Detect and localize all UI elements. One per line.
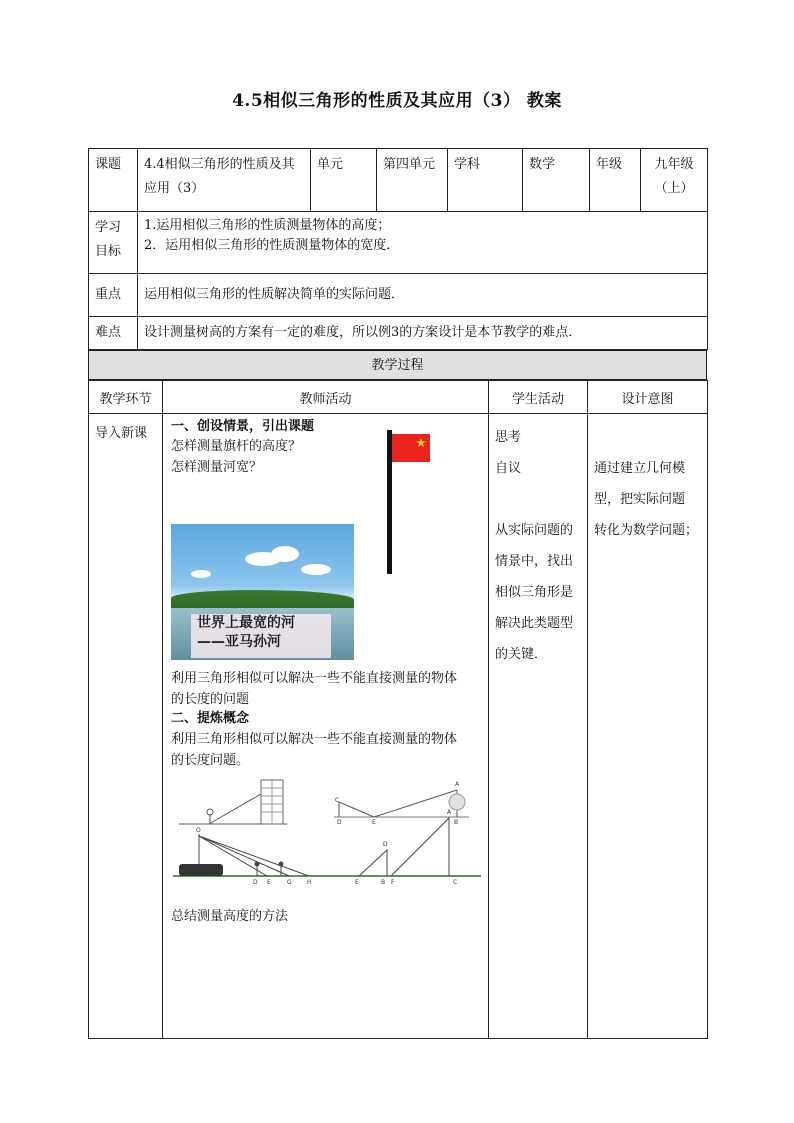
building-diagram: [179, 780, 287, 824]
student-cell: [489, 414, 588, 1039]
label-lamp-g: G: [287, 879, 292, 884]
paragraph-2-line1: 利用三角形相似可以解决一些不能直接测量的物体: [171, 732, 458, 747]
label-tri-d: D: [383, 841, 388, 848]
col-teacher: 教师活动: [163, 381, 489, 414]
shadow-triangles-diagram: [355, 809, 457, 884]
student-line: 相似三角形是: [495, 585, 574, 600]
goals-label: 学习目标: [89, 212, 138, 274]
student-line: 情景中，找出: [495, 554, 574, 569]
label-tri-a: A: [447, 809, 452, 816]
section-heading-1: 一、创设情景，引出课题: [171, 419, 315, 434]
student-line: 思考: [495, 430, 522, 445]
label-d: D: [337, 819, 342, 826]
label-tri-c: C: [453, 879, 458, 884]
student-line: 解决此类题型: [495, 616, 574, 631]
student-line: [495, 484, 581, 515]
section-heading-2: 二、提炼概念: [171, 711, 250, 726]
label-a: A: [455, 781, 460, 788]
col-design: 设计意图: [588, 381, 708, 414]
process-header: 教学过程: [88, 350, 707, 380]
flagpole-pole: [387, 430, 392, 574]
label-o: O: [196, 827, 201, 834]
design-cell: [588, 414, 708, 1039]
col-step: 教学环节: [89, 381, 163, 414]
paragraph-1-line1: 利用三角形相似可以解决一些不能直接测量的物体: [171, 671, 458, 686]
label-tri-b: B: [381, 879, 386, 884]
grade-label: 年级: [590, 149, 641, 212]
design-line: [594, 422, 701, 453]
design-line: 转化为数学问题；: [594, 523, 699, 538]
unit-value: 第四单元: [377, 149, 448, 212]
label-lamp-h: H: [307, 879, 312, 884]
flag-red: [392, 434, 430, 462]
label-lamp-d: D: [253, 879, 258, 884]
label-lamp-e: E: [267, 879, 271, 884]
student-line: 自议: [495, 461, 522, 476]
label-e: E: [372, 819, 376, 826]
summary-text: 总结测量高度的方法: [171, 909, 289, 924]
lamp-shadow-diagram: [173, 827, 481, 884]
grade-value: 九年级（上）: [641, 149, 708, 212]
goals-list: [138, 212, 708, 274]
teacher-cell: [163, 414, 489, 1039]
topic-label: 课题: [89, 149, 138, 212]
flagpole-figure: [383, 428, 435, 578]
unit-label: 单元: [311, 149, 377, 212]
photo-caption: [191, 614, 331, 658]
difficulty-label: 难点: [89, 317, 138, 350]
topic-value: 4.4相似三角形的性质及其应用（3）: [138, 149, 311, 212]
difficulty-value: 设计测量树高的方案有一定的难度，所以例3的方案设计是本节教学的难点．: [138, 317, 708, 350]
process-table: [88, 380, 708, 1039]
paragraph-2-line2: 的长度问题。: [171, 753, 250, 768]
design-line: 通过建立几何模: [594, 461, 686, 476]
col-student: 学生活动: [489, 381, 588, 414]
lesson-info-table: [88, 148, 708, 350]
label-tri-f: F: [391, 879, 395, 884]
key-label: 重点: [89, 274, 138, 317]
goal-item: 2．运用相似三角形的性质测量物体的宽度．: [144, 238, 400, 253]
photo-caption-line1: 世界上最宽的河: [197, 615, 295, 631]
measurement-diagrams: [169, 772, 487, 884]
label-b: B: [454, 819, 459, 826]
photo-caption-line2: ——亚马孙河: [197, 634, 281, 650]
subject-value: 数学: [523, 149, 590, 212]
document-title: 4.5相似三角形的性质及其应用（3） 教案: [232, 91, 562, 111]
key-value: 运用相似三角形的性质解决简单的实际问题．: [138, 274, 708, 317]
student-line: 从实际问题的: [495, 523, 574, 538]
student-line: 的关键．: [495, 647, 548, 662]
question-flagpole: 怎样测量旗杆的高度？: [171, 439, 302, 454]
label-c: C: [335, 797, 340, 804]
subject-label: 学科: [448, 149, 523, 212]
step-cell: 导入新课: [89, 414, 163, 1039]
question-river: 怎样测量河宽？: [171, 460, 263, 475]
goal-item: 1.运用相似三角形的性质测量物体的高度；: [144, 218, 391, 233]
design-line: 型，把实际问题: [594, 492, 686, 507]
label-tri-e: E: [355, 879, 359, 884]
paragraph-1-line2: 的长度的问题: [171, 692, 250, 707]
amazon-river-photo: [171, 524, 354, 660]
